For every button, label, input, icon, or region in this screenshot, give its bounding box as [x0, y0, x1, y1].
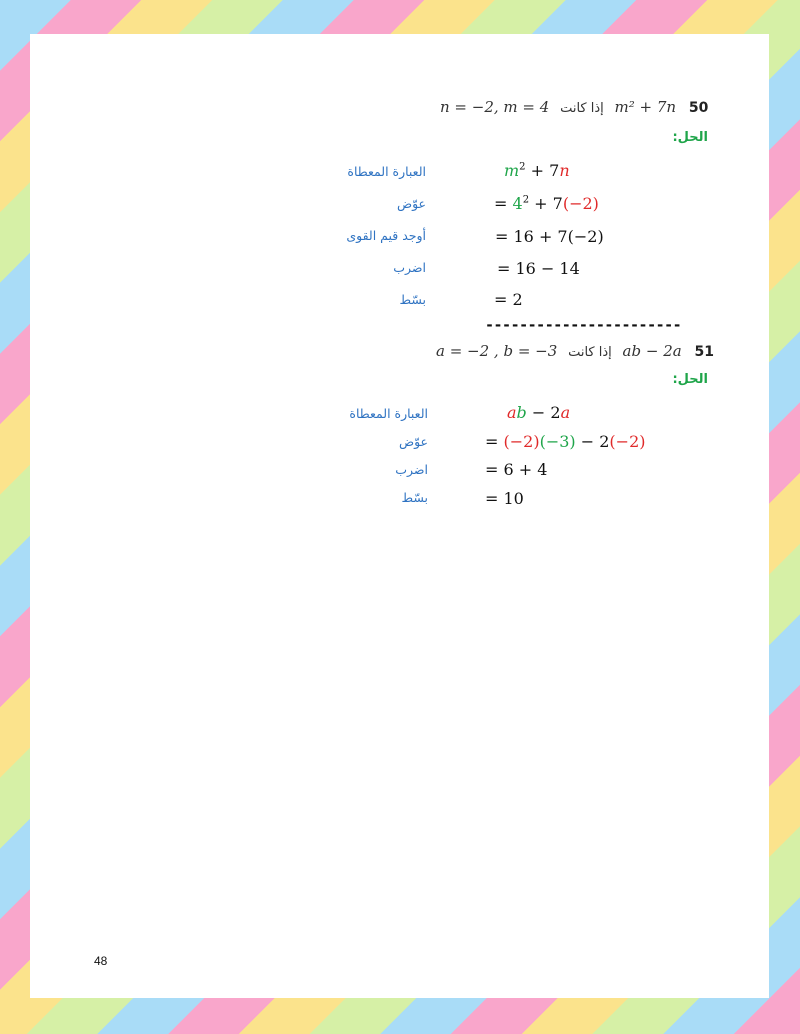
step-label: العبارة المعطاة	[349, 406, 428, 421]
problem-50-condition-word: إذا كانت	[560, 101, 604, 116]
worksheet-page	[30, 34, 769, 998]
step-math: = 10	[485, 489, 524, 508]
problem-50-expression: m² + 7n	[614, 98, 677, 116]
step-label: أوجد قيم القوى	[346, 228, 426, 243]
step-math: = 16 + 7(−2)	[495, 227, 604, 246]
problem-51-expression: ab − 2a	[622, 342, 682, 360]
problem-50-number: 50	[688, 100, 709, 116]
step-math: = 2	[494, 290, 523, 309]
step-label: اضرب	[393, 260, 426, 275]
step-label: عوّض	[396, 196, 426, 211]
step-label: اضرب	[395, 462, 428, 477]
problem-51-solution-header: الحل:	[672, 372, 708, 387]
step-label: عوّض	[398, 434, 428, 449]
step-math: = $4^2 + 7(-2)$	[494, 194, 599, 213]
step-math: $m^2 + 7n$	[504, 161, 570, 180]
step-math: = (−2)(−3) − 2(−2)	[485, 432, 646, 451]
problem-50-solution-header: الحل:	[672, 130, 708, 145]
step-label: العبارة المعطاة	[347, 164, 426, 179]
problem-51-condition-values: a = −2 , b = −3	[436, 342, 558, 360]
separator-line: -----------------------	[485, 316, 682, 334]
page-number: 48	[94, 954, 108, 968]
problem-50-condition-values: n = −2, m = 4	[440, 98, 550, 116]
problem-51-condition-word: إذا كانت	[568, 345, 612, 360]
step-math: = 6 + 4	[485, 460, 548, 479]
problem-51-number: 51	[694, 344, 714, 360]
step-math: = 16 − 14	[497, 259, 580, 278]
step-label: بسّط	[399, 292, 426, 307]
problem-51-statement	[436, 342, 714, 360]
step-math: ab − 2a	[507, 403, 571, 422]
problem-50-statement	[440, 98, 708, 116]
step-label: بسّط	[401, 490, 428, 505]
